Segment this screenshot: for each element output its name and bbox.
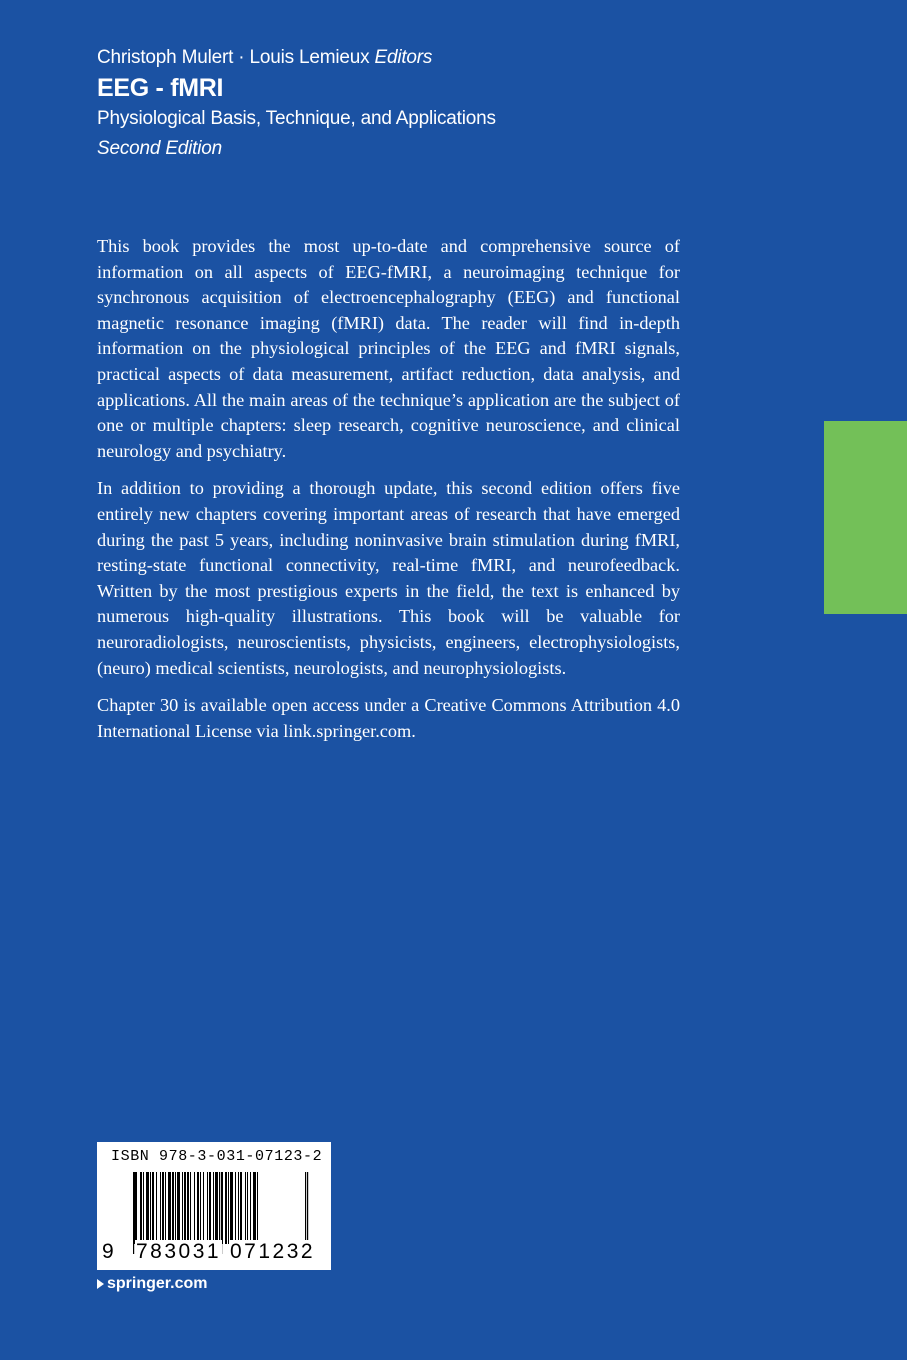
green-accent-tab xyxy=(824,421,907,614)
description-paragraph: In addition to providing a thorough update, this second edition offers five entirely new chapters covering important areas of research that have emerged during the past 5 years, including noninvasive brain stimulation during fMRI, resting-state functional connectivity, real-time fMRI, and neurofeedback. Written by the most prestigious experts in the field, the text is enhanced by numerous high-quality illustrations. This book will be valuable for neuroradiologists, neuroscientists, physicists, engineers, electrophysiologists, (neuro) medical scientists, neurologists, and neurophysiologists. xyxy=(97,478,680,678)
barcode-digits-left: 783031 xyxy=(136,1240,222,1263)
barcode-digits xyxy=(97,1240,331,1270)
editors-role: Editors xyxy=(374,47,433,68)
springer-link-label: springer.com xyxy=(107,1275,208,1292)
cover-header xyxy=(97,44,496,164)
arrow-right-icon xyxy=(97,1279,104,1289)
barcode-digits-right: 071232 xyxy=(230,1240,316,1263)
editors-line xyxy=(97,44,496,72)
book-subtitle: Physiological Basis, Technique, and Applications xyxy=(97,108,496,129)
springer-link[interactable] xyxy=(97,1275,207,1293)
editors-names: Christoph Mulert · Louis Lemieux xyxy=(97,47,370,68)
description-paragraph: This book provides the most up-to-date and comprehensive source of information on all aspects of EEG-fMRI, a neuroimaging technique for synchronous acquisition of electroencephalography (EEG) and functional magnetic resonance imaging (fMRI) data. The reader will find in-depth information on the physiological principles of the EEG and fMRI signals, practical aspects of data measurement, artifact reduction, data analysis, and applications. All the main areas of the technique’s application are the subject of one or multiple chapters: sleep research, cognitive neuroscience, and clinical neurology and psychiatry. xyxy=(97,236,680,461)
barcode-box xyxy=(97,1142,331,1270)
book-description xyxy=(97,234,680,756)
book-edition: Second Edition xyxy=(97,138,223,159)
barcode-digit-first: 9 xyxy=(102,1240,114,1263)
description-paragraph: Chapter 30 is available open access under a Creative Commons Attribution 4.0 International License via link.springer.com. xyxy=(97,695,680,741)
isbn-label: ISBN 978-3-031-07123-2 xyxy=(111,1148,323,1165)
book-title: EEG - fMRI xyxy=(97,74,224,102)
